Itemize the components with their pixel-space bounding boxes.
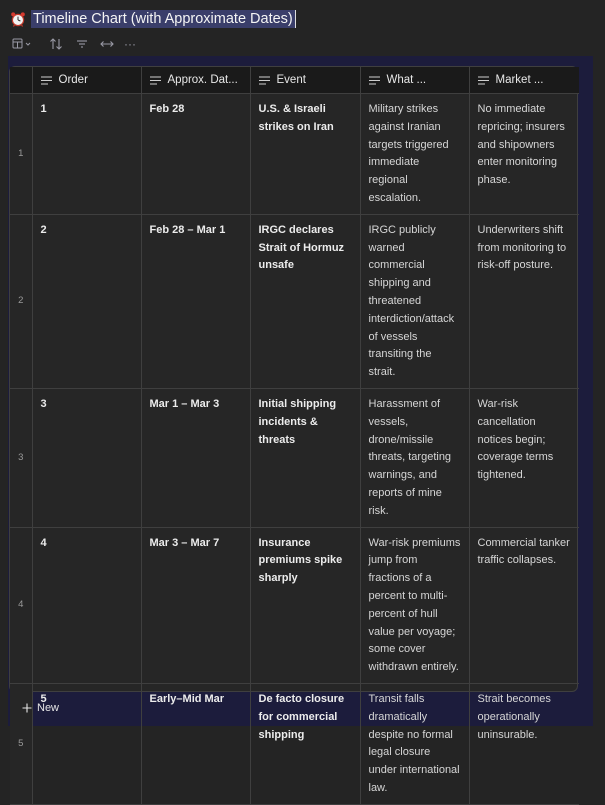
plus-icon [22, 703, 32, 713]
text-column-icon [41, 76, 52, 85]
row-index: 1 [10, 94, 32, 215]
cell-order[interactable]: 2 [32, 214, 141, 388]
table-panel [8, 56, 593, 794]
row-index-header [10, 67, 32, 94]
text-column-icon [478, 76, 489, 85]
cell-event[interactable]: De facto closure for commercial shipping [250, 683, 360, 804]
cell-market[interactable]: Strait becomes operationally uninsurable. [469, 683, 579, 804]
alarm-clock-icon [10, 11, 26, 27]
table-row [10, 527, 579, 683]
cell-what[interactable]: Military strikes against Iranian targets triggered immediate regional escalation. [360, 94, 469, 215]
filter-button[interactable] [75, 34, 89, 54]
sort-button[interactable] [48, 34, 64, 54]
cell-market[interactable]: Underwriters shift from monitoring to risk-off posture. [469, 214, 579, 388]
cell-event[interactable]: IRGC declares Strait of Hormuz unsafe [250, 214, 360, 388]
cell-date[interactable]: Feb 28 [141, 94, 250, 215]
table-row [10, 214, 579, 388]
page-title [10, 8, 296, 30]
table-grid-icon [12, 38, 32, 50]
cell-event[interactable]: U.S. & Israeli strikes on Iran [250, 94, 360, 215]
column-header-date[interactable]: Approx. Dat... [141, 67, 250, 94]
column-width-button[interactable] [99, 34, 115, 54]
cell-order[interactable]: 1 [32, 94, 141, 215]
new-row-button[interactable] [22, 700, 59, 716]
row-index: 2 [10, 214, 32, 388]
cell-market[interactable]: No immediate repricing; insurers and shipowners enter monitoring phase. [469, 94, 579, 215]
table-view-button[interactable] [10, 34, 34, 54]
new-row-label: New [37, 702, 60, 714]
cell-event[interactable]: Initial shipping incidents & threats [250, 388, 360, 527]
row-index: 5 [10, 683, 32, 804]
cell-order[interactable]: 5 [32, 683, 141, 804]
table-row [10, 683, 579, 804]
expand-horizontal-icon [100, 39, 114, 49]
cell-order[interactable]: 4 [32, 527, 141, 683]
view-toolbar [10, 34, 137, 54]
column-header-market[interactable]: Market ... [469, 67, 579, 94]
text-column-icon [150, 76, 161, 85]
column-header-event[interactable]: Event [250, 67, 360, 94]
cell-date[interactable]: Early–Mid Mar [141, 683, 250, 804]
cell-market[interactable]: Commercial tanker traffic collapses. [469, 527, 579, 683]
column-header-what[interactable]: What ... [360, 67, 469, 94]
row-index: 4 [10, 527, 32, 683]
table-row [10, 94, 579, 215]
cell-order[interactable]: 3 [32, 388, 141, 527]
row-index: 3 [10, 388, 32, 527]
cell-what[interactable]: Harassment of vessels, drone/missile threats, targeting warnings, and reports of mine risk. [360, 388, 469, 527]
column-header-order[interactable]: Order [32, 67, 141, 94]
cell-what[interactable]: War-risk premiums jump from fractions of a percent to multi-percent of hull value per voyage; some cover withdrawn entirely. [360, 527, 469, 683]
table-row [10, 388, 579, 527]
more-options-button[interactable]: ··· [124, 37, 136, 51]
filter-icon [76, 39, 88, 49]
sort-icon [49, 38, 63, 50]
header-row [10, 67, 579, 94]
cell-market[interactable]: War-risk cancellation notices begin; coverage terms tightened. [469, 388, 579, 527]
page-title-text[interactable]: Timeline Chart (with Approximate Dates) [31, 10, 296, 28]
cell-date[interactable]: Feb 28 – Mar 1 [141, 214, 250, 388]
timeline-table [10, 67, 579, 805]
cell-what[interactable]: Transit falls dramatically despite no formal legal closure under international law. [360, 683, 469, 804]
cell-event[interactable]: Insurance premiums spike sharply [250, 527, 360, 683]
cell-date[interactable]: Mar 3 – Mar 7 [141, 527, 250, 683]
text-column-icon [369, 76, 380, 85]
cell-date[interactable]: Mar 1 – Mar 3 [141, 388, 250, 527]
text-column-icon [259, 76, 270, 85]
cell-what[interactable]: IRGC publicly warned commercial shipping and threatened interdiction/attack of vessels transiting the strait. [360, 214, 469, 388]
